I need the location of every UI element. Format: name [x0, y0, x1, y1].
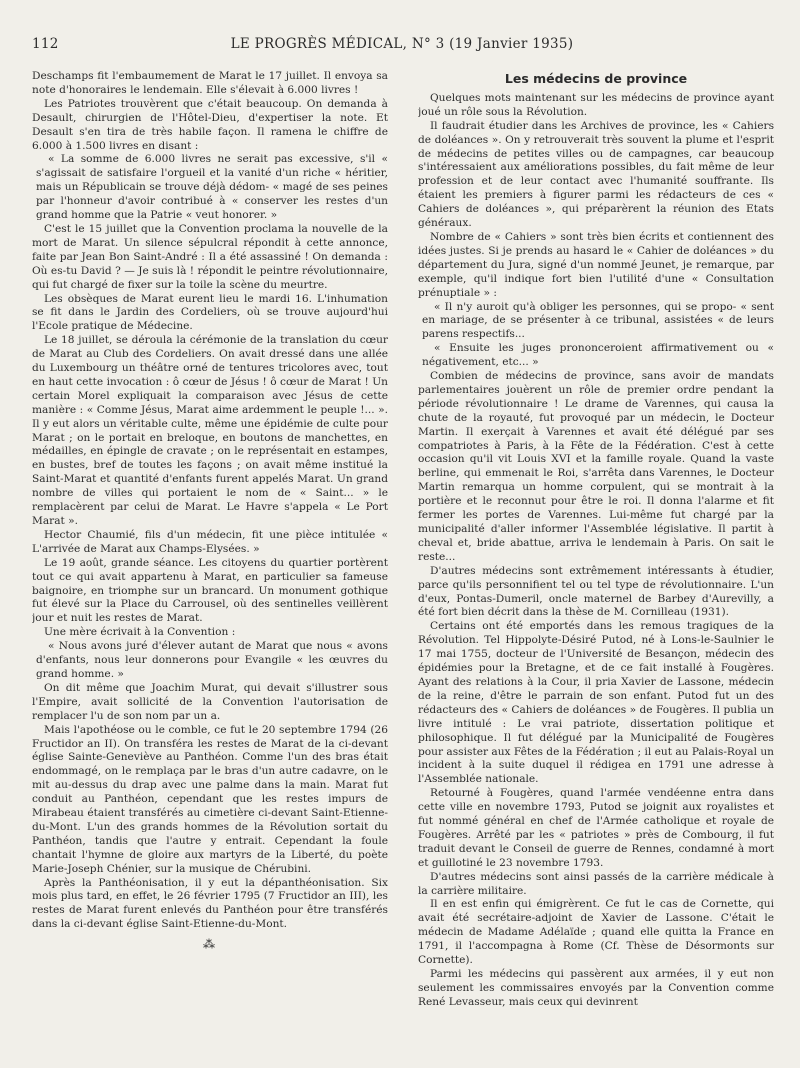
paragraph: Retourné à Fougères, quand l'armée vendéenne entra dans cette ville en novembre 1793, Putod se joignit aux royalistes et fut nommé général en chef de l'Armée catholique et royale de Fougères. Arrêté par les « patriotes » près de Combourg, il fut traduit devant le Conseil de guerre de Rennes, condamné à mort et guillotiné le 23 novembre 1793. [418, 787, 774, 869]
quotation: « Ensuite les juges prononceroient affirmativement ou « négativement, etc... » [422, 342, 774, 369]
paragraph: Les Patriotes trouvèrent que c'était beaucoup. On demanda à Desault, chirurgien de l'Hôtel-Dieu, d'expertiser la note. Et Desault s'en tira de très habile façon. Il ramena le chiffre de 6.000 à 1.500 livres en disant : [32, 97, 388, 152]
paragraph: Après la Panthéonisation, il y eut la dépanthéonisation. Six mois plus tard, en effet, le 26 février 1795 (7 Fructidor an III), les restes de Marat furent enlevés du Panthéon pour être transférés dans la ci-devant église Saint-Etienne-du-Mont. [32, 876, 388, 931]
paragraph: Le 18 juillet, se déroula la cérémonie de la translation du cœur de Marat au Club des Cordeliers. On avait dressé dans une allée du Luxembourg un théâtre orné de tentures tricolores avec, tout en haut cette invocation : ô cœur de Jésus ! ô cœur de Marat ! Un certain Morel expliquait la comparaison avec Jésus de cette manière : « Comme Jésus, Marat aime ardemment le peuple !... ». Il y eut alors un véritable culte, même une épidémie de culte pour Marat ; on le portait en breloque, en boutons de manchettes, en médailles, en épingle de cravate ; on le représentait en estampes, en bustes, bref de toutes les façons ; on avait même institué la Saint-Marat et quantité d'enfants furent appelés Marat. Un grand nombre de villes qui portaient le nom de « Saint... » le remplacèrent par celui de Marat. Le Havre s'appela « Le Port Marat ». [32, 334, 388, 527]
paragraph: Une mère écrivait à la Convention : [44, 626, 236, 639]
paragraph: Mais l'apothéose ou le comble, ce fut le 20 septembre 1794 (26 Fructidor an II). On transféra les restes de Marat de la ci-devant église Sainte-Geneviève au Panthéon. Comme l'un des bras était endommagé, on le remplaça par le bras d'un autre cadavre, on le mit au-dessus du drap avec une palme dans la main. Marat fut conduit au Panthéon, cependant que les restes impurs de Mirabeau étaient transférés au cimetière ci-devant Saint-Etienne-du-Mont. L'un des grands hommes de la Révolution sortait du Panthéon, tandis que l'autre y entrait. Cependant la foule chantait l'hymne de gloire aux martyrs de la Liberté, du poète Marie-Joseph Chénier, sur la musique de Chérubini. [32, 723, 388, 875]
paragraph: C'est le 15 juillet que la Convention proclama la nouvelle de la mort de Marat. Un silence sépulcral répondit à cette annonce, faite par Jean Bon Saint-André : Il a été assassiné ! On demanda : Où es-tu David ? — Je suis là ! répondit le peintre révolutionnaire, qui fut chargé de fixer sur la toile la scène du meurtre. [32, 222, 388, 291]
left-column [32, 70, 388, 1060]
page-header [32, 36, 772, 56]
paragraph: Les obsèques de Marat eurent lieu le mardi 16. L'inhumation se fit dans le Jardin des Cordeliers, où se trouve aujourd'hui l'Ecole pratique de Médecine. [32, 292, 388, 333]
paragraph: D'autres médecins sont extrêmement intéressants à étudier, parce qu'ils personnifient tel ou tel type de révolutionnaire. L'un d'eux, Pontas-Dumeril, oncle maternel de Barbey d'Aurevilly, a été fort bien décrit dans la thèse de M. Cornilleau (1931). [418, 564, 774, 619]
paragraph: Il faudrait étudier dans les Archives de province, les « Cahiers de doléances ». On y retrouverait très souvent la plume et l'esprit de médecins de petites villes ou de campagnes, car beaucoup s'intéressaient aux améliorations possibles, du fait même de leur profession et de leur contact avec l'humanité souffrante. Ils étaient les premiers à figurer parmi les rédacteurs de ces « Cahiers de doléances », qui préparèrent la réunion des Etats généraux. [418, 119, 774, 230]
paragraph: Le 19 août, grande séance. Les citoyens du quartier portèrent tout ce qui avait appartenu à Marat, en particulier sa fameuse baignoire, en triomphe sur un brancard. Un monument gothique fut élevé sur la Place du Carrousel, où des sentinelles veillèrent jour et nuit les restes de Marat. [32, 556, 388, 625]
right-column [418, 70, 774, 1060]
asterism-divider: ⁂ [203, 937, 217, 952]
paragraph: Quelques mots maintenant sur les médecins de province ayant joué un rôle sous la Révolution. [418, 91, 774, 118]
running-title: LE PROGRÈS MÉDICAL, N° 3 (19 Janvier 1935) [230, 36, 574, 52]
paragraph: Hector Chaumié, fils d'un médecin, fit une pièce intitulée « L'arrivée de Marat aux Champs-Elysées. » [32, 528, 388, 555]
paragraph: Parmi les médecins qui passèrent aux armées, il y eut non seulement les commissaires envoyés par la Convention comme René Levasseur, mais ceux qui devinrent [418, 968, 774, 1008]
quotation: « La somme de 6.000 livres ne serait pas excessive, s'il « s'agissait de satisfaire l'orgueil et la vanité d'un riche « héritier, mais un Républicain se trouve déjà dédom- « magé de ses peines par l'honneur d'avoir contribué à « conserver les restes d'un grand homme que la Patrie « veut honorer. » [36, 153, 388, 222]
paragraph: D'autres médecins sont ainsi passés de la carrière médicale à la carrière militaire. [418, 870, 774, 897]
paragraph: Certains ont été emportés dans les remous tragiques de la Révolution. Tel Hippolyte-Désiré Putod, né à Lons-le-Saulnier le 17 mai 1755, docteur de l'Université de Besançon, médecin des épidémies pour la Bretagne, et de ce fait installé à Fougères. Ayant des relations à la Cour, il pria Xavier de Lassone, médecin de la reine, d'être le parrain de son enfant. Putod fut un des rédacteurs des « Cahiers de doléances » de Fougères. Il publia un livre intitulé : Le vrai patriote, dissertation politique et philosophique. Il fut délégué par la Municipalité de Fougères pour assister aux Fêtes de la Fédération ; il eut au Palais-Royal un incident à la suite duquel il rédigea en 1791 une adresse à l'Assemblée nationale. [418, 620, 774, 786]
paragraph: Nombre de « Cahiers » sont très bien écrits et contiennent des idées justes. Si je prends au hasard le « Cahier de doléances » du département du Jura, signé d'un nommé Jeunet, je remarque, par exemple, qu'il indique fort bien l'utilité d'une « Consultation prénuptiale » : [418, 230, 774, 299]
paragraph: On dit même que Joachim Murat, qui devait s'illustrer sous l'Empire, avait sollicité de la Convention l'autorisation de remplacer l'u de son nom par un a. [32, 681, 388, 722]
quotation: « Nous avons juré d'élever autant de Marat que nous « avons d'enfants, nous leur donnerons pour Evangile « les œuvres du grand homme. » [36, 640, 388, 680]
page-number: 112 [32, 36, 59, 52]
section-title: Les médecins de province [504, 71, 688, 86]
paragraph: Deschamps fit l'embaumement de Marat le 17 juillet. Il envoya sa note d'honoraires le lendemain. Elle s'élevait à 6.000 livres ! [32, 70, 388, 96]
paragraph: Combien de médecins de province, sans avoir de mandats parlementaires jouèrent un rôle de premier ordre pendant la période révolutionnaire ! Le drame de Varennes, qui causa la chute de la royauté, fut provoqué par un médecin, le Docteur Martin. Il exerçait à Varennes et avait été délégué par ses compatriotes à Paris, à la Fête de la Fédération. C'est à cette occasion qu'il vit Louis XVI et la famille royale. Quand la vaste berline, qui emmenait le Roi, s'arrêta dans Varennes, le Docteur Martin remarqua un homme corpulent, qui se montrait à la portière et le reconnut pour être le roi. Il donna l'alarme et fit fermer les portes de Varennes. Lui-même fut chargé par la municipalité d'aller informer l'Assemblée législative. Il partit à cheval et, bride abattue, arriva le lendemain à Paris. On sait le reste... [418, 370, 774, 563]
quotation: « Il n'y auroit qu'à obliger les personnes, qui se propo- « sent en mariage, de se présenter à ce tribunal, assistées « de leurs parens respectifs... [422, 300, 774, 341]
paragraph: Il en est enfin qui émigrèrent. Ce fut le cas de Cornette, qui avait été secrétaire-adjoint de Xavier de Lassone. C'était le médecin de Madame Adélaïde ; quand elle quitta la France en 1791, il l'accompagna à Rome (Cf. Thèse de Désormonts sur Cornette). [418, 898, 774, 967]
